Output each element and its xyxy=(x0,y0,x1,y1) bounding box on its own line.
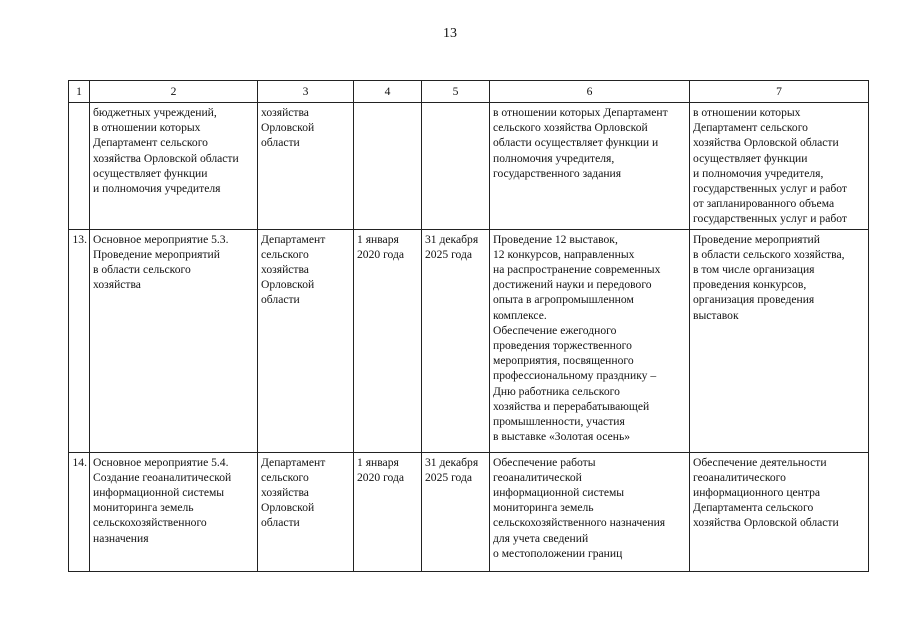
column-header: 2 xyxy=(90,81,258,103)
event-name-cell: бюджетных учреждений, в отношении которых Департамент сельского хозяйства Орловской области осуществляет функции и полномочия учредителя xyxy=(90,103,258,230)
column-header: 4 xyxy=(354,81,422,103)
event-name-cell: Основное мероприятие 5.3. Проведение мероприятий в области сельского хозяйства xyxy=(90,229,258,452)
column-header: 6 xyxy=(490,81,690,103)
table-header-row xyxy=(69,81,869,103)
start-date-cell: 1 января 2020 года xyxy=(354,229,422,452)
start-date-cell xyxy=(354,103,422,230)
table-row xyxy=(69,229,869,452)
directions-cell: Обеспечение деятельности геоаналитического информационного центра Департамента сельского хозяйства Орловской области xyxy=(690,452,869,571)
result-cell: в отношении которых Департамент сельского хозяйства Орловской области осуществляет функции и полномочия учредителя, государственного задания xyxy=(490,103,690,230)
end-date-cell xyxy=(422,103,490,230)
end-date-cell: 31 декабря 2025 года xyxy=(422,452,490,571)
directions-cell: Проведение мероприятий в области сельского хозяйства, в том числе организация проведения конкурсов, организация проведения выставок xyxy=(690,229,869,452)
column-header: 1 xyxy=(69,81,90,103)
row-number xyxy=(69,103,90,230)
row-number: 14. xyxy=(69,452,90,571)
measures-table xyxy=(68,80,869,572)
table-row xyxy=(69,103,869,230)
row-number: 13. xyxy=(69,229,90,452)
directions-cell: в отношении которых Департамент сельского хозяйства Орловской области осуществляет функции и полномочия учредителя, государственных услуг и работ от запланированного объема государственных услуг и работ xyxy=(690,103,869,230)
column-header: 7 xyxy=(690,81,869,103)
result-cell: Обеспечение работы геоаналитической информационной системы мониторинга земель сельскохозяйственного назначения для учета сведений о местоположении границ xyxy=(490,452,690,571)
start-date-cell: 1 января 2020 года xyxy=(354,452,422,571)
executor-cell: Департамент сельского хозяйства Орловской области xyxy=(258,229,354,452)
table-row xyxy=(69,452,869,571)
column-header: 3 xyxy=(258,81,354,103)
result-cell: Проведение 12 выставок, 12 конкурсов, направленных на распространение современных достижений науки и передового опыта в агропромышленном комплексе. Обеспечение ежегодного проведения торжественного мероприятия, посвященного профессиональному празднику – Дню работника сельского хозяйства и перерабатывающей промышленности, участия в выставке «Золотая осень» xyxy=(490,229,690,452)
executor-cell: хозяйства Орловской области xyxy=(258,103,354,230)
page-number: 13 xyxy=(443,26,457,41)
event-name-cell: Основное мероприятие 5.4. Создание геоаналитической информационной системы мониторинга земель сельскохозяйственного назначения xyxy=(90,452,258,571)
end-date-cell: 31 декабря 2025 года xyxy=(422,229,490,452)
column-header: 5 xyxy=(422,81,490,103)
executor-cell: Департамент сельского хозяйства Орловской области xyxy=(258,452,354,571)
